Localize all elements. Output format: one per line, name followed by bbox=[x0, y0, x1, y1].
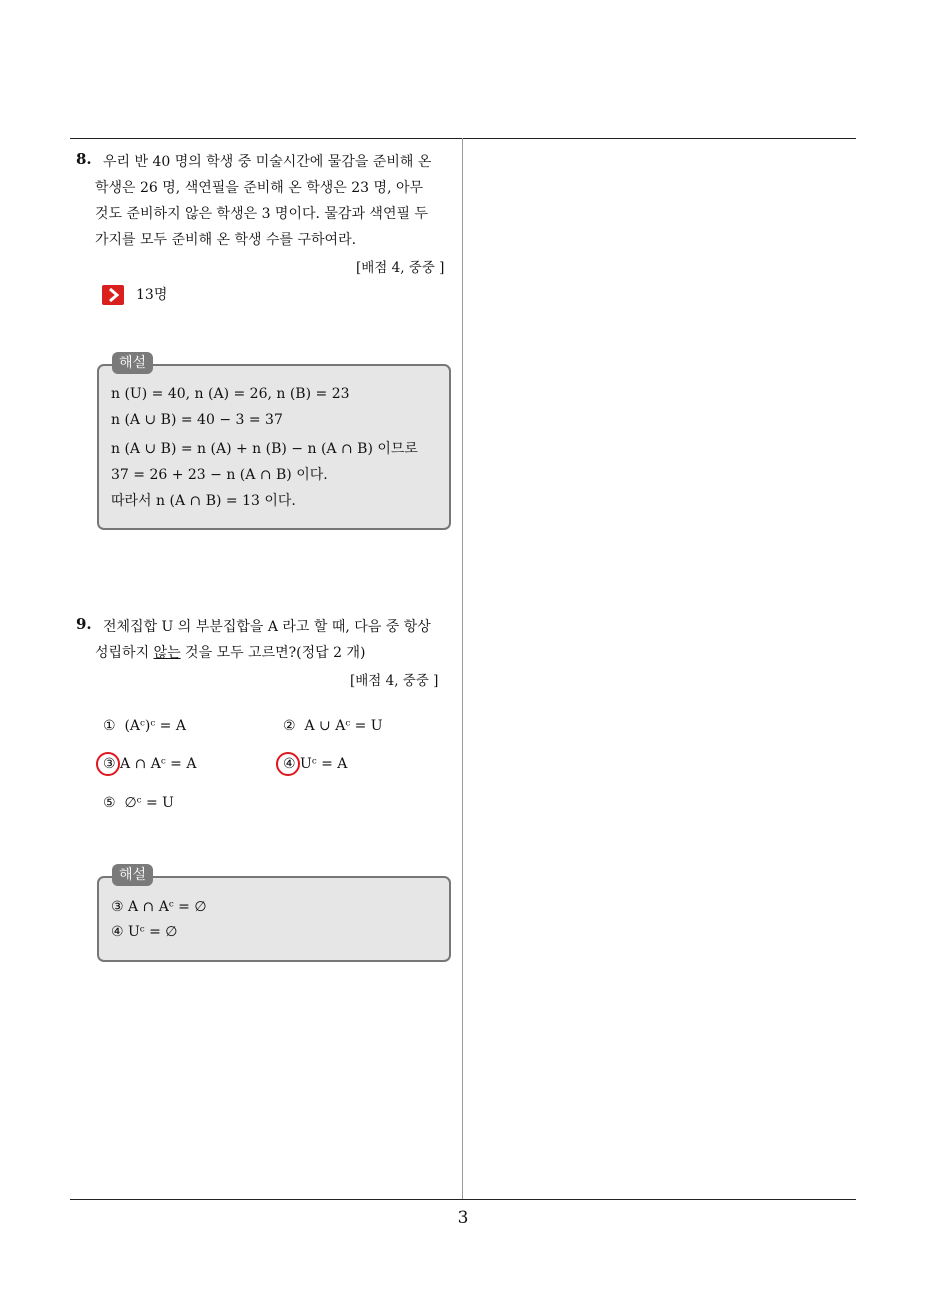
solution-line: ④ Uᶜ = ∅ bbox=[111, 924, 178, 940]
answer-arrow-icon bbox=[102, 285, 124, 305]
text-segment: 것을 모두 고르면?(정답 2 개) bbox=[180, 645, 366, 661]
solution-line: 따라서 n (A ∩ B) = 13 이다. bbox=[111, 493, 296, 509]
choice-mark: ② bbox=[283, 718, 296, 734]
choice-expression: A ∩ Aᶜ = A bbox=[120, 756, 197, 772]
question-text-line: 가지를 모두 준비해 온 학생 수를 구하여라. bbox=[95, 232, 357, 248]
question-text-line: 전체집합 U 의 부분집합을 A 라고 할 때, 다음 중 항상 bbox=[103, 619, 431, 635]
choice-expression: Uᶜ = A bbox=[300, 756, 348, 772]
text-segment: 성립하지 bbox=[95, 645, 154, 661]
score-difficulty: [배점 4, 중중 ] bbox=[356, 260, 445, 276]
choice-mark: ③ bbox=[103, 756, 116, 772]
header-rule bbox=[70, 138, 856, 139]
question-number: 8. bbox=[76, 150, 92, 168]
emphasis-underline: 않는 bbox=[153, 645, 181, 661]
question-text-line bbox=[95, 642, 365, 662]
choice-expression: ∅ᶜ = U bbox=[124, 795, 174, 811]
footer-rule bbox=[70, 1199, 856, 1200]
choice-5[interactable] bbox=[103, 795, 174, 811]
question-text-line: 것도 준비하지 않은 학생은 3 명이다. 물감과 색연필 두 bbox=[95, 206, 428, 222]
choice-mark: ⑤ bbox=[103, 795, 116, 811]
choice-2[interactable] bbox=[283, 718, 383, 734]
choice-expression: A ∪ Aᶜ = U bbox=[304, 718, 383, 734]
solution-line: 37 = 26 + 23 − n (A ∩ B) 이다. bbox=[111, 467, 328, 483]
page-number: 3 bbox=[457, 1208, 469, 1228]
choice-expression: (Aᶜ)ᶜ = A bbox=[124, 718, 186, 734]
solution-box bbox=[97, 876, 451, 962]
choice-4[interactable] bbox=[283, 756, 347, 772]
answer-value: 13명 bbox=[136, 287, 168, 303]
solution-tab-label: 해설 bbox=[112, 352, 153, 374]
solution-line: n (A ∪ B) = 40 − 3 = 37 bbox=[111, 412, 283, 428]
choice-mark: ④ bbox=[283, 756, 296, 772]
solution-line: ③ A ∩ Aᶜ = ∅ bbox=[111, 899, 207, 915]
choice-3[interactable] bbox=[103, 756, 196, 772]
question-text-line: 우리 반 40 명의 학생 중 미술시간에 물감을 준비해 온 bbox=[103, 154, 432, 170]
solution-line: n (A ∪ B) = n (A) + n (B) − n (A ∩ B) 이므로 bbox=[111, 441, 418, 457]
choice-1[interactable] bbox=[103, 718, 186, 734]
score-difficulty: [배점 4, 중중 ] bbox=[350, 673, 439, 689]
question-number: 9. bbox=[76, 615, 92, 633]
question-text-line: 학생은 26 명, 색연필을 준비해 온 학생은 23 명, 아무 bbox=[95, 180, 424, 196]
solution-box bbox=[97, 364, 451, 530]
column-divider bbox=[462, 138, 463, 1200]
solution-line: n (U) = 40, n (A) = 26, n (B) = 23 bbox=[111, 386, 350, 402]
solution-tab-label: 해설 bbox=[112, 864, 153, 886]
choice-mark: ① bbox=[103, 718, 116, 734]
